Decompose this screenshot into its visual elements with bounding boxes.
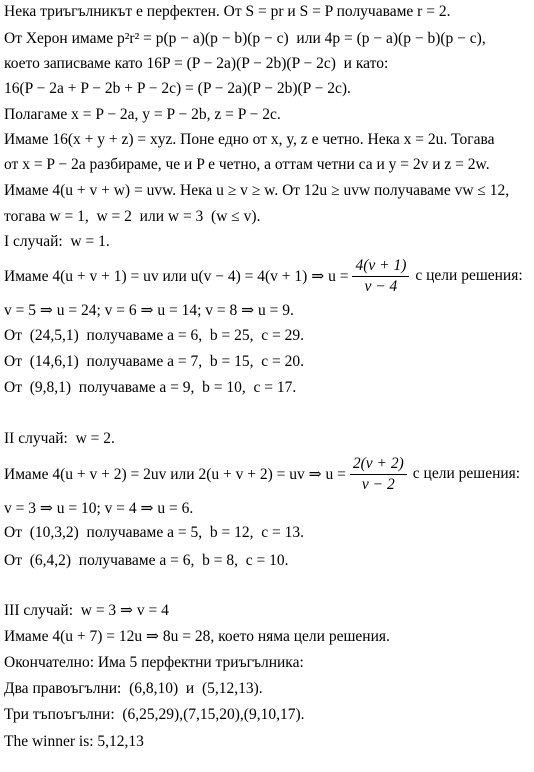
line-text: III случай: w = 3 ⇒ v = 4: [4, 602, 169, 619]
text-line-19: [4, 500, 193, 518]
fraction-denominator: v − 4: [364, 277, 398, 295]
line-text: Окончателно: Има 5 перфектни триъгълника:: [4, 654, 304, 671]
text-line-21: [4, 552, 288, 570]
fraction: [352, 257, 409, 296]
text-line-20: [4, 524, 304, 542]
line-text: I случай: w = 1.: [4, 233, 110, 250]
text-line-26: [4, 680, 263, 698]
line-text: The winner is: 5,12,13: [4, 733, 144, 750]
text-line-3: [4, 55, 388, 73]
line-text: От (10,3,2) получаваме a = 5, b = 12, c = 13.: [4, 524, 304, 541]
line-text: От (14,6,1) получаваме a = 7, b = 15, c = 20.: [4, 353, 304, 370]
text-line-9: [4, 208, 260, 226]
text-line-13: [4, 327, 304, 345]
text-line-1: [4, 3, 450, 21]
formula-prefix: Имаме 4(u + v + 2) = 2uv или 2(u + v + 2) = uv ⇒ u =: [4, 465, 346, 483]
case-2-heading: [4, 430, 115, 448]
line-text: Нека триъгълникът е перфектен. От S = pr и S = P получаваме r = 2.: [4, 3, 451, 20]
text-line-8: [4, 182, 509, 200]
line-text: Полагаме x = P − 2a, y = P − 2b, z = P − 2c.: [4, 106, 281, 123]
line-text: v = 5 ⇒ u = 24; v = 6 ⇒ u = 14; v = 8 ⇒ u = 9.: [4, 302, 294, 319]
fraction-bar: [352, 276, 409, 277]
conclusion-winner: [4, 733, 144, 751]
line-text: От (9,8,1) получаваме a = 9, b = 10, c = 17.: [4, 379, 297, 396]
line-text: 16(P − 2a + P − 2b + P − 2c) = (P − 2a)(P − 2b)(P − 2c).: [4, 80, 351, 97]
case-3-heading: [4, 602, 169, 620]
line-text: От (24,5,1) получаваме a = 6, b = 25, c = 29.: [4, 327, 304, 344]
line-text: Имаме 4(u + v + w) = uvw. Нека u ≥ v ≥ w. От 12u ≥ uvw получаваме vw ≤ 12,: [4, 182, 510, 199]
text-line-7: [4, 156, 490, 174]
case-1-fraction-formula: [4, 253, 523, 299]
fraction-numerator: 2(v + 2): [352, 454, 404, 472]
case-1-heading: [4, 233, 110, 251]
text-line-15: [4, 379, 296, 397]
line-text: Два правоъгълни: (6,8,10) и (5,12,13).: [4, 680, 263, 697]
case-2-fraction-formula: [4, 451, 520, 497]
text-line-12: [4, 302, 294, 320]
formula-prefix: Имаме 4(u + v + 1) = uv или u(v − 4) = 4(v + 1) ⇒ u =: [4, 267, 349, 285]
text-line-27: [4, 706, 305, 724]
line-text: Имаме 4(u + 7) = 12u ⇒ 8u = 28, което няма цели решения.: [4, 628, 390, 645]
text-line-2: [4, 30, 486, 48]
line-text: От Херон имаме p²r² = p(p − a)(p − b)(p − c) или 4p = (p − a)(p − b)(p − c),: [4, 30, 486, 47]
line-text: тогава w = 1, w = 2 или w = 3 (w ≤ v).: [4, 208, 261, 225]
line-text: II случай: w = 2.: [4, 430, 115, 447]
text-line-4: [4, 80, 351, 98]
fraction-denominator: v − 2: [361, 475, 395, 493]
formula-suffix: с цели решения:: [412, 465, 521, 482]
fraction-bar: [350, 474, 407, 475]
formula-suffix: с цели решения:: [415, 267, 523, 284]
line-text: v = 3 ⇒ u = 10; v = 4 ⇒ u = 6.: [4, 500, 194, 517]
text-line-25: [4, 654, 304, 672]
line-text: Имаме 16(x + y + z) = xyz. Поне едно от x, y, z е четно. Нека x = 2u. Тогава: [4, 131, 495, 148]
fraction-numerator: 4(v + 1): [355, 256, 407, 274]
text-line-24: [4, 628, 390, 646]
line-text: Три тъпоъгълни: (6,25,29),(7,15,20),(9,10,17).: [4, 706, 305, 723]
text-line-6: [4, 131, 494, 149]
line-text: От (6,4,2) получаваме a = 6, b = 8, c = 10.: [4, 552, 289, 569]
line-text: от x = P − 2a разбираме, че и P е четно, а оттам четни са и y = 2v и z = 2w.: [4, 156, 490, 173]
line-text: което записваме като 16P = (P − 2a)(P − 2b)(P − 2c) и като:: [4, 55, 389, 72]
fraction: [350, 455, 407, 494]
text-line-5: [4, 106, 281, 124]
text-line-14: [4, 353, 304, 371]
